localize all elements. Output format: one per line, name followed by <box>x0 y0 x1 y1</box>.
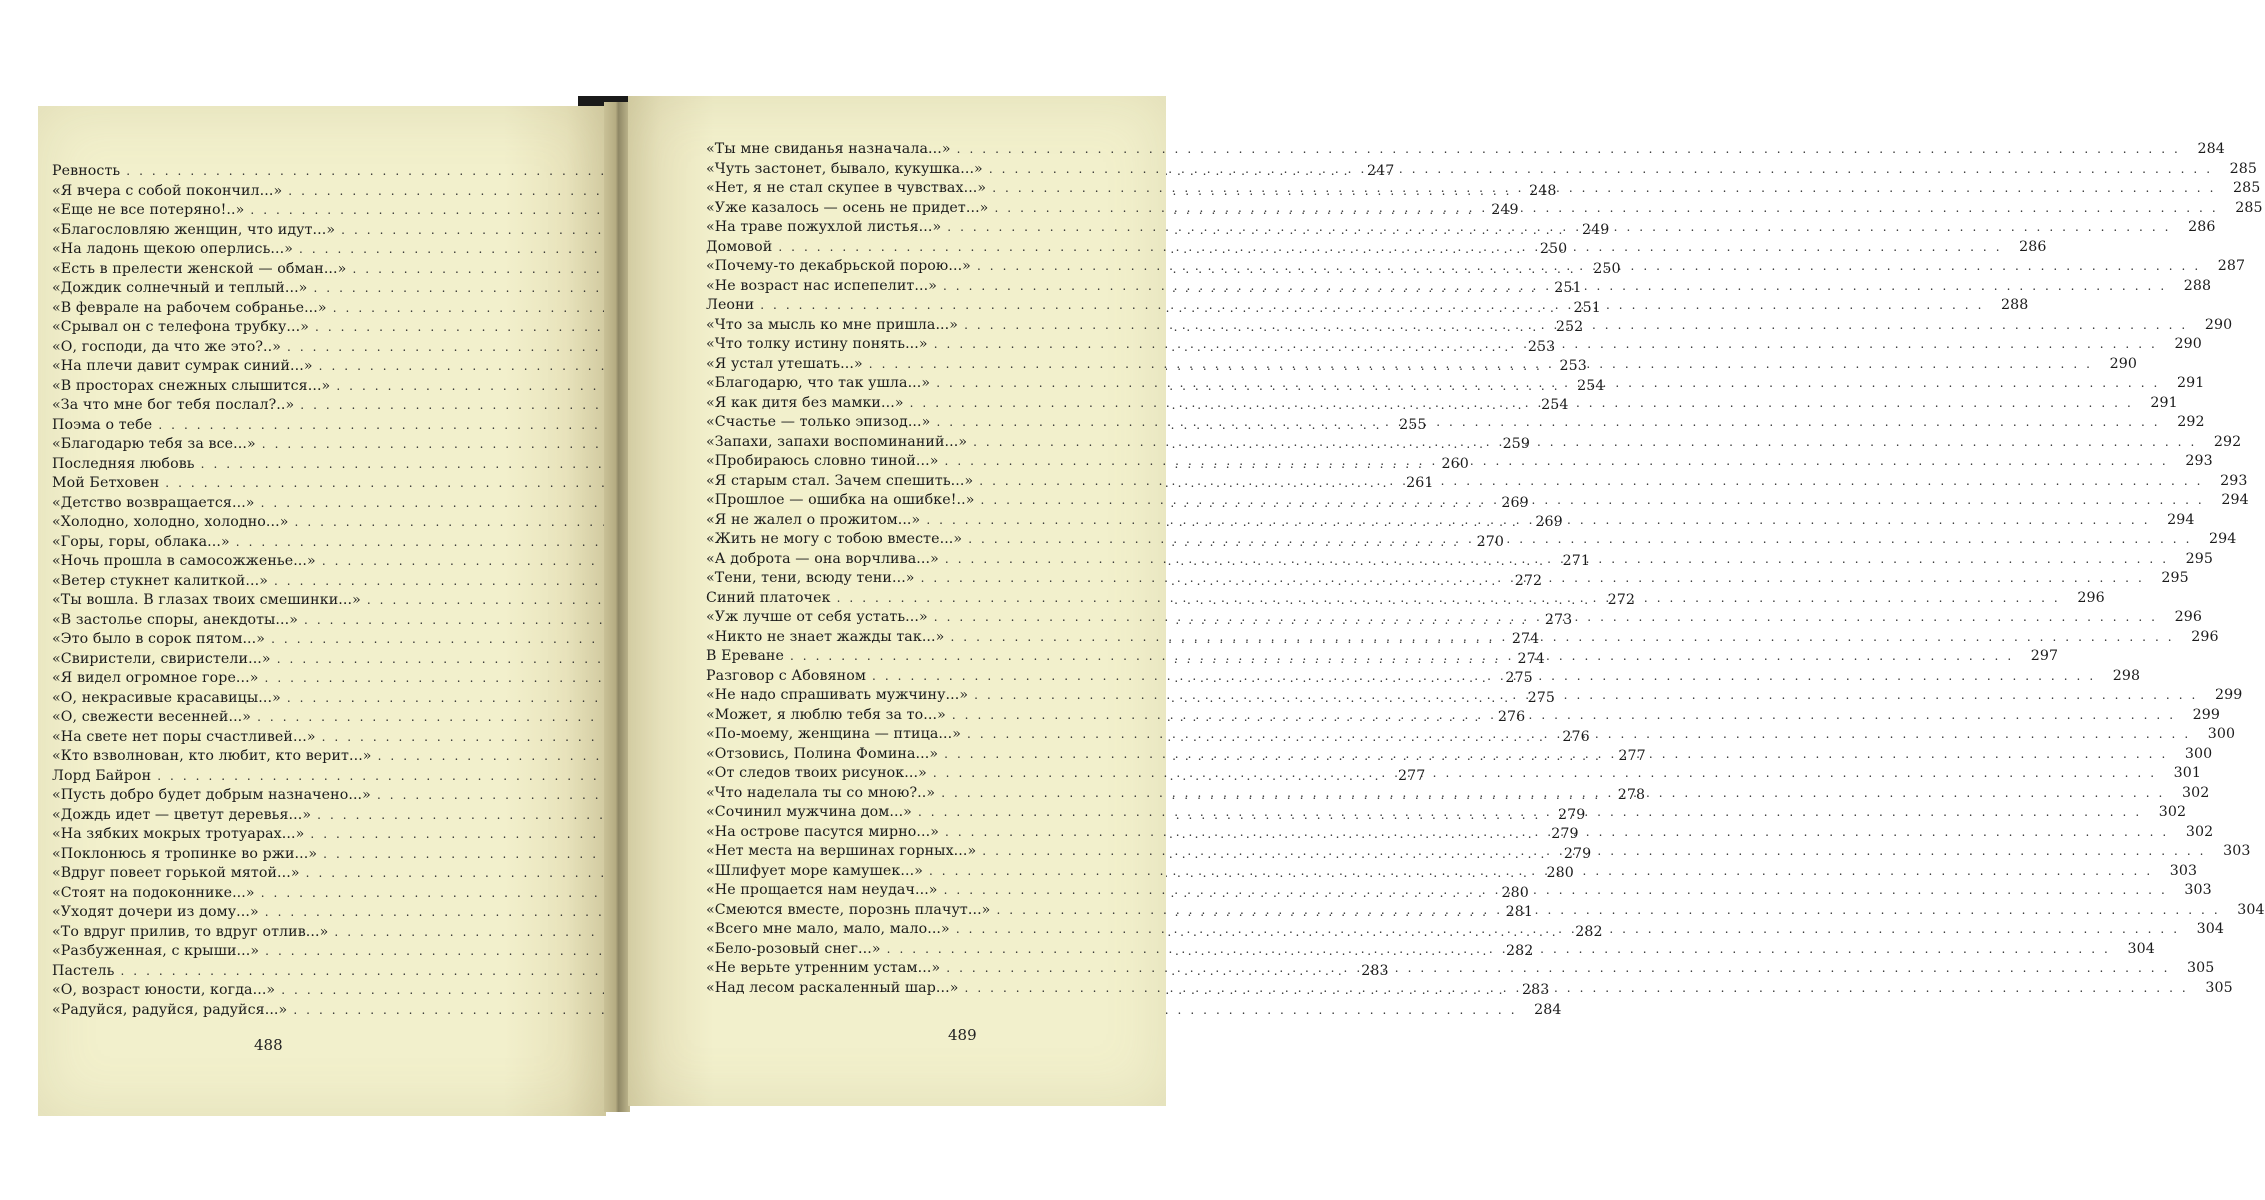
toc-entry-title: «Разбуженная, с крыши...» <box>52 943 260 959</box>
toc-entry-title: «Я старым стал. Зачем спешить...» <box>706 472 974 489</box>
toc-entry-page: 292 <box>2177 414 2205 430</box>
toc-entry-page: 292 <box>2213 433 2242 450</box>
toc-entry-page: 279 <box>1563 845 1592 862</box>
toc-leader-dots <box>790 647 2020 667</box>
toc-entry-title: «Ты вошла. В глазах твоих смешинки...» <box>52 592 361 608</box>
toc-entry-title: «На острове пасутся мирно...» <box>706 823 940 840</box>
toc-entry-title: «Я как дитя без мамки...» <box>706 394 904 411</box>
toc-entry-title: «Нет места на вершинах горных...» <box>706 843 977 859</box>
toc-entry-page: 304 <box>2127 940 2155 957</box>
toc-entry-title: «Может, я люблю тебя за то...» <box>706 706 946 723</box>
toc-entry-page: 288 <box>2183 277 2212 294</box>
toc-leader-dots <box>992 179 2222 199</box>
toc-leader-dots <box>967 725 2197 745</box>
toc-entry-title: «Радуйся, радуйся, радуйся...» <box>52 1001 288 1018</box>
toc-entry-page: 283 <box>1361 962 1389 979</box>
toc-entry-title: «Я устал утешать...» <box>706 355 863 372</box>
toc-leader-dots <box>956 920 2186 940</box>
book-gutter <box>604 102 630 1112</box>
toc-entry-title: «О, свежести весенней...» <box>52 709 252 725</box>
toc-entry-title: «Горы, горы, облака...» <box>52 533 230 550</box>
toc-entry-page: 249 <box>1581 221 1610 238</box>
toc-leader-dots <box>964 316 2194 336</box>
toc-entry-page: 294 <box>2167 511 2195 528</box>
toc-entry-page: 296 <box>2174 609 2202 625</box>
toc-entry-title: «Что за мысль ко мне пришла...» <box>706 316 959 333</box>
toc-entry-page: 303 <box>2169 862 2198 879</box>
toc-leader-dots <box>945 550 2175 570</box>
toc-entry-title: Пастель <box>52 962 115 979</box>
toc-leader-dots <box>957 140 2187 160</box>
toc-entry-page: 260 <box>1441 455 1469 472</box>
toc-entry-title: «На ладонь щекою оперлись...» <box>52 241 294 257</box>
toc-entry-title: «Никто не знает жажды так...» <box>706 628 945 645</box>
toc-leader-dots <box>778 238 2008 258</box>
toc-entry-page: 299 <box>2214 687 2243 703</box>
toc-entry-title: «Есть в прелести женской — обман...» <box>52 260 347 277</box>
toc-leader-dots <box>944 745 2174 765</box>
toc-leader-dots <box>968 530 2198 550</box>
toc-entry-title: «Чуть застонет, бывало, кукушка...» <box>706 160 983 177</box>
toc-leader-dots <box>872 667 2102 687</box>
toc-entry-title: «Не надо спрашивать мужчину...» <box>706 687 969 703</box>
toc-entry-page: 296 <box>2077 589 2105 606</box>
toc-entry-title: «Всего мне мало, мало, мало...» <box>706 921 950 937</box>
toc-entry-title: «Прошлое — ошибка на ошибке!..» <box>706 492 975 508</box>
toc-entry-page: 295 <box>2185 550 2214 567</box>
toc-leader-dots <box>981 491 2211 511</box>
toc-entry-title: «В просторах снежных слышится...» <box>52 377 331 394</box>
toc-leader-dots <box>974 686 2204 706</box>
toc-entry-title: Лорд Байрон <box>52 767 152 784</box>
toc-entry-page: 286 <box>2188 219 2216 235</box>
toc-entry-title: «На плечи давит сумрак синий...» <box>52 358 313 374</box>
toc-leader-dots <box>941 784 2171 804</box>
toc-entry-title: «Отзовись, Полина Фомина...» <box>706 745 939 762</box>
toc-entry-title: «Ветер стукнет калиткой...» <box>52 572 268 589</box>
toc-entry-page: 302 <box>2185 823 2214 840</box>
toc-entry-title: «Не прощается нам неудач...» <box>706 882 938 898</box>
toc-entry-page: 253 <box>1559 358 1587 374</box>
toc-entry-page: 280 <box>1546 865 1574 881</box>
toc-entry-title: «Нет, я не стал скупее в чувствах...» <box>706 180 987 196</box>
toc-entry-title: Синий платочек <box>706 589 831 606</box>
toc-entry-page: 302 <box>2158 804 2187 820</box>
toc-entry-page: 279 <box>1551 826 1579 842</box>
toc-entry-page: 249 <box>1491 202 1519 218</box>
toc-leader-dots <box>887 940 2117 960</box>
toc-entry-page: 255 <box>1399 416 1427 433</box>
toc-entry-page: 286 <box>2019 238 2047 255</box>
toc-entry-title: «Стоят на подоконнике...» <box>52 884 255 901</box>
toc-entry-title: «Запахи, запахи воспоминаний...» <box>706 433 968 450</box>
toc-entry-page: 294 <box>2209 531 2237 547</box>
toc-entry-title: «Тени, тени, всюду тени...» <box>706 570 915 586</box>
toc-entry-page: 290 <box>2109 355 2137 372</box>
open-book-spread <box>38 96 2265 1108</box>
toc-entry-page: 248 <box>1529 182 1557 199</box>
toc-entry-page: 296 <box>2191 628 2219 645</box>
toc-entry-title: «О, некрасивые красавицы...» <box>52 689 281 706</box>
toc-entry-title: «Почему-то декабрьской порою...» <box>706 258 971 274</box>
toc-entry-page: 285 <box>2233 180 2261 196</box>
toc-entry-title: «Не верьте утренним устам...» <box>706 960 941 976</box>
toc-entry-page: 300 <box>2184 745 2213 762</box>
toc-entry-title: Леони <box>706 297 755 313</box>
toc-entry-title: «Что наделала ты со мною?..» <box>706 784 936 801</box>
toc-entry-page: 261 <box>1406 475 1434 491</box>
toc-leader-dots <box>979 472 2209 492</box>
toc-leader-dots <box>837 589 2067 609</box>
toc-entry-title: «О, возраст юности, когда...» <box>52 982 276 998</box>
toc-entry-title: «Это было в сорок пятом...» <box>52 631 266 647</box>
toc-entry-title: «Я не жалел о прожитом...» <box>706 511 921 528</box>
toc-entry-page: 304 <box>2237 901 2265 918</box>
toc-entry-page: 285 <box>2229 160 2258 177</box>
toc-entry-title: «О, господи, да что же это?..» <box>52 338 282 355</box>
toc-entry-title: Разговор с Абовяном <box>706 667 866 684</box>
toc-leader-dots <box>944 881 2174 901</box>
toc-leader-dots <box>910 394 2140 414</box>
toc-entry-page: 250 <box>1593 260 1621 277</box>
toc-entry-page: 291 <box>2176 375 2205 391</box>
toc-entry-title: «На зябких мокрых тротуарах...» <box>52 826 305 842</box>
toc-entry-title: «Ночь прошла в самосожженье...» <box>52 553 316 569</box>
toc-entry-page: 278 <box>1617 787 1646 803</box>
left-page-number: 488 <box>254 1036 283 1054</box>
toc-entry-title: «Дождь идет — цветут деревья...» <box>52 806 312 823</box>
toc-leader-dots <box>989 160 2219 180</box>
toc-entry-page: 276 <box>1497 709 1526 725</box>
toc-entry-title: «Холодно, холодно, холодно...» <box>52 514 289 530</box>
toc-entry-title: «Бело-розовый снег...» <box>706 940 881 957</box>
toc-entry-title: «Пробираюсь словно тиной...» <box>706 453 939 469</box>
toc-entry-title: «Я вчера с собой покончил...» <box>52 182 283 199</box>
toc-entry-title: «Я видел огромное горе...» <box>52 670 259 686</box>
toc-leader-dots <box>946 959 2176 979</box>
toc-leader-dots <box>936 413 2166 433</box>
toc-entry-page: 305 <box>2187 960 2215 976</box>
toc-entry-page: 254 <box>1541 397 1569 413</box>
toc-entry-title: «Смеются вместе, порознь плачут...» <box>706 901 991 918</box>
toc-entry <box>52 1001 1562 1021</box>
toc-entry-page: 271 <box>1562 553 1590 569</box>
toc-entry-title: «Жить не могу с тобою вместе...» <box>706 531 963 547</box>
toc-leader-dots <box>982 842 2212 862</box>
toc-entry-page: 280 <box>1501 884 1529 901</box>
toc-leader-dots <box>994 199 2224 219</box>
toc-entry-title: «Уходят дочери из дому...» <box>52 904 259 920</box>
toc-entry-title: Последняя любовь <box>52 455 195 472</box>
toc-entry-title: «В застолье споры, анекдоты...» <box>52 611 299 628</box>
toc-entry-title: «На свете нет поры счастливей...» <box>52 728 316 745</box>
toc-entry-page: 281 <box>1505 904 1533 920</box>
toc-entry-title: «Кто взволнован, кто любит, кто верит...» <box>52 748 372 764</box>
toc-entry-page: 275 <box>1527 689 1556 706</box>
toc-entry-title: «Еще не все потеряно!..» <box>52 202 245 218</box>
toc-leader-dots <box>936 374 2166 394</box>
toc-entry-title: «Над лесом раскаленный шар...» <box>706 979 959 996</box>
toc-entry-title: «То вдруг прилив, то вдруг отлив...» <box>52 923 329 940</box>
toc-entry-page: 303 <box>2223 843 2251 859</box>
toc-entry-title: «На траве пожухлой листья...» <box>706 219 942 235</box>
toc-entry-title: Домовой <box>706 238 773 255</box>
toc-leader-dots <box>952 706 2182 726</box>
toc-leader-dots <box>918 803 2148 823</box>
toc-entry-page: 269 <box>1535 514 1563 530</box>
toc-entry-title: «Дождик солнечный и теплый...» <box>52 280 308 296</box>
toc-entry-page: 282 <box>1505 943 1534 959</box>
toc-leader-dots <box>933 764 2163 784</box>
toc-entry-page: 297 <box>2030 648 2059 664</box>
toc-entry-page: 294 <box>2221 492 2249 508</box>
toc-entry-page: 285 <box>2235 199 2263 216</box>
toc-entry-title: «Благословляю женщин, что идут...» <box>52 221 336 238</box>
right-page-number: 489 <box>948 1026 977 1044</box>
toc-entry-page: 247 <box>1367 163 1395 179</box>
toc-entry-title: «Не возраст нас испепелит...» <box>706 277 937 294</box>
toc-entry-title: Мой Бетховен <box>52 475 160 491</box>
toc-entry-page: 293 <box>2185 453 2213 469</box>
toc-entry-page: 276 <box>1562 728 1590 745</box>
toc-leader-dots <box>945 823 2175 843</box>
toc-leader-dots <box>921 569 2151 589</box>
toc-entry-title: «А доброта — она ворчлива...» <box>706 550 939 567</box>
toc-entry-page: 288 <box>2001 297 2029 313</box>
toc-entry-title: «Уже казалось — осень не придет...» <box>706 199 989 216</box>
toc-entry-title: Ревность <box>52 163 121 179</box>
toc-entry-page: 295 <box>2161 570 2189 586</box>
toc-entry-page: 277 <box>1398 767 1426 784</box>
toc-entry-page: 300 <box>2207 726 2236 742</box>
toc-entry-page: 299 <box>2192 706 2221 723</box>
toc-entry-page: 250 <box>1539 241 1568 257</box>
toc-leader-dots <box>760 296 1990 316</box>
toc-entry-page: 272 <box>1607 592 1636 608</box>
toc-entry-page: 302 <box>2181 784 2210 801</box>
toc-entry-page: 304 <box>2196 921 2225 937</box>
toc-entry-page: 287 <box>2217 258 2246 274</box>
toc-entry-page: 291 <box>2150 394 2178 411</box>
toc-entry-title: «За что мне бог тебя послал?..» <box>52 397 295 413</box>
toc-leader-dots <box>943 277 2173 297</box>
toc-entry-title: «В феврале на рабочем собранье...» <box>52 299 327 316</box>
toc-leader-dots <box>996 901 2226 921</box>
toc-entry-page: 274 <box>1517 650 1545 667</box>
toc-entry-page: 303 <box>2184 882 2212 898</box>
toc-entry-page: 273 <box>1544 611 1573 628</box>
toc-leader-dots <box>869 355 2099 375</box>
toc-leader-dots <box>973 433 2203 453</box>
toc-entry-title: «Поклонюсь я тропинке во ржи...» <box>52 845 318 862</box>
toc-entry-title: «Счастье — только эпизод...» <box>706 414 931 430</box>
toc-entry-page: 277 <box>1618 748 1646 764</box>
toc-entry-title: «Благодарю тебя за все...» <box>52 436 256 452</box>
toc-leader-dots <box>934 335 2164 355</box>
toc-entry-page: 251 <box>1554 280 1582 296</box>
toc-entry-page: 284 <box>2197 141 2225 157</box>
toc-entry-title: Поэма о тебе <box>52 416 153 433</box>
toc-entry-page: 272 <box>1514 572 1543 589</box>
toc-entry-page: 252 <box>1555 319 1584 335</box>
toc-entry-title: «Пусть добро будет добрым назначено...» <box>52 787 371 803</box>
toc-leader-dots <box>945 452 2175 472</box>
toc-entry-title: «Шлифует море камушек...» <box>706 862 923 879</box>
toc-entry-page: 253 <box>1527 338 1556 355</box>
toc-entry-title: «Благодарю, что так ушла...» <box>706 375 931 391</box>
toc-entry-page: 282 <box>1575 923 1603 940</box>
toc-entry <box>706 140 2225 160</box>
toc-entry-title: «Детство возвращается...» <box>52 494 255 511</box>
toc-entry-page: 279 <box>1557 806 1586 823</box>
toc-entry-page: 283 <box>1522 982 1550 998</box>
toc-entry-title: «Сочинил мужчина дом...» <box>706 804 912 820</box>
toc-entry-page: 259 <box>1502 436 1530 452</box>
toc-entry-page: 305 <box>2205 979 2233 996</box>
toc-leader-dots <box>947 218 2177 238</box>
toc-entry-page: 251 <box>1573 299 1601 316</box>
toc-entry-title: «Что толку истину понять...» <box>706 336 928 352</box>
toc-entry-title: «Свиристели, свиристели...» <box>52 650 271 667</box>
toc-entry-title: «От следов твоих рисунок...» <box>706 765 927 781</box>
toc-entry-page: 298 <box>2112 667 2141 684</box>
toc-leader-dots <box>934 608 2164 628</box>
toc-entry-title: «Вдруг повеет горькой мятой...» <box>52 865 300 881</box>
toc-entry-page: 269 <box>1501 494 1529 511</box>
toc-entry-title: «По-моему, женщина — птица...» <box>706 726 961 742</box>
toc-entry-page: 270 <box>1476 533 1504 550</box>
toc-entry-title: «Срывал он с телефона трубку...» <box>52 319 310 335</box>
toc-entry-page: 293 <box>2220 472 2248 489</box>
toc-leader-dots <box>929 862 2159 882</box>
toc-leader-dots <box>977 257 2207 277</box>
toc-entry-page: 301 <box>2173 765 2202 781</box>
toc-entry-page: 284 <box>1534 1001 1562 1018</box>
toc-entry-page: 254 <box>1577 377 1605 394</box>
toc-leader-dots <box>950 628 2180 648</box>
toc-entry-page: 290 <box>2174 336 2202 352</box>
toc-entry-title: «Уж лучше от себя устать...» <box>706 609 928 625</box>
toc-entry-title: «Ты мне свиданья назначала...» <box>706 141 951 157</box>
toc-leader-dots <box>926 511 2156 531</box>
toc-entry-page: 275 <box>1505 670 1533 686</box>
toc-entry-page: 290 <box>2204 316 2233 333</box>
toc-leader-dots <box>965 979 2195 999</box>
toc-entry-page: 274 <box>1511 631 1540 647</box>
toc-entry-title: В Ереване <box>706 648 784 664</box>
